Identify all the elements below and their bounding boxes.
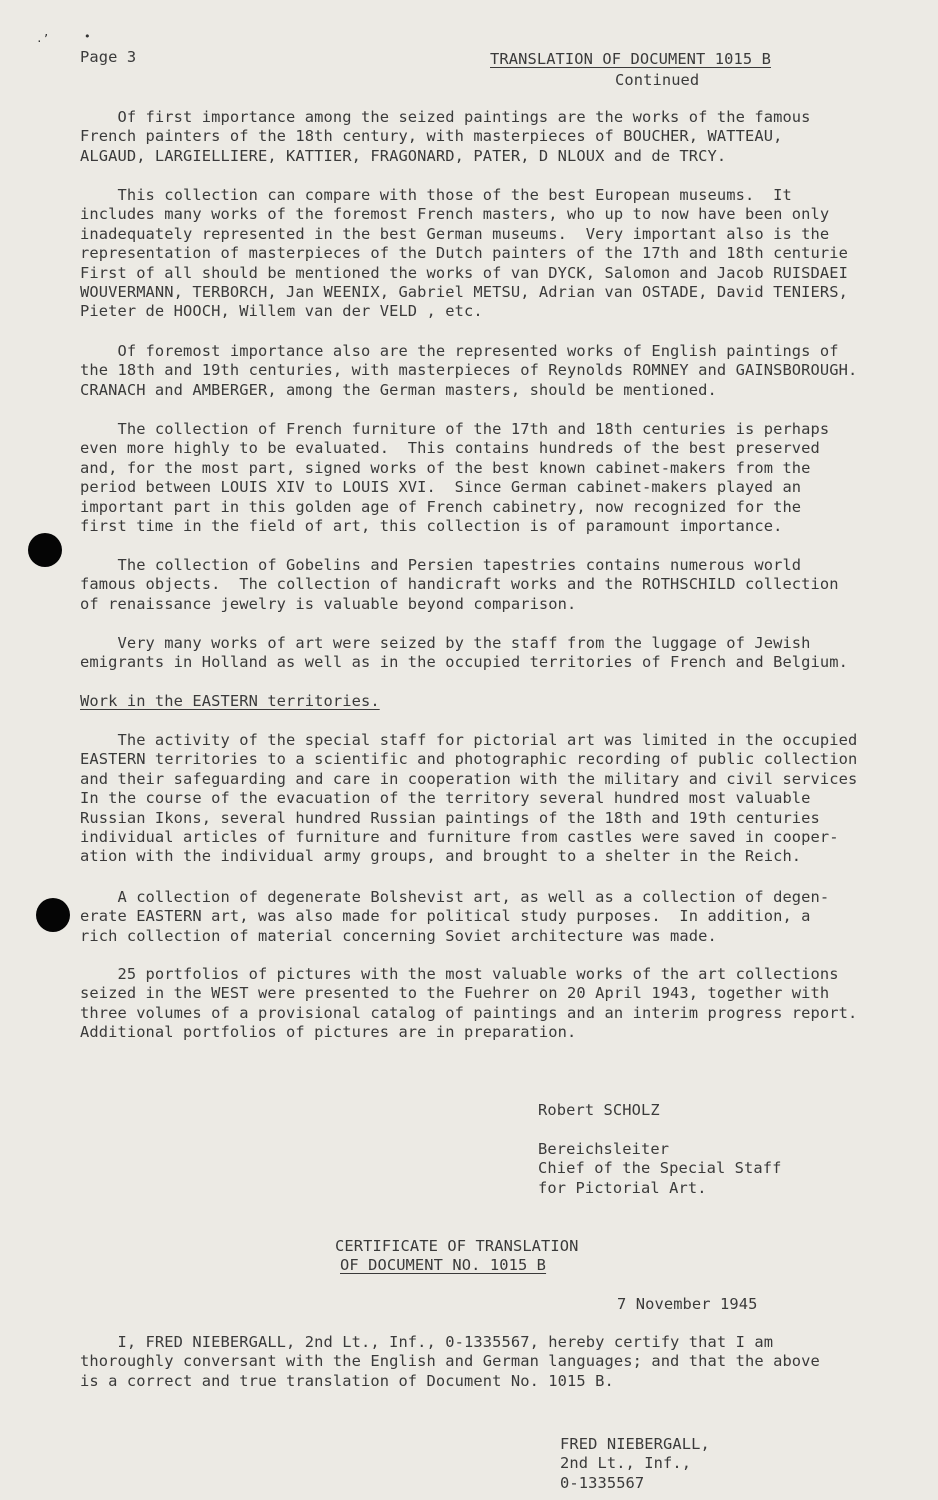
paragraph-tapestries: The collection of Gobelins and Persien tapestries contains numerous world famous objects. The collection of handicraft works and the ROTHSCHILD collection of renaissance jewelry is valuable beyond comparison. [80,556,839,613]
paragraph-french-furniture: The collection of French furniture of the 17th and 18th centuries is perhaps even more highly to be evaluated. This contains hundreds of the best preserved and, for the most part, signed works of the best known cabinet-makers from the period between LOUIS XIV to LOUIS XVI. Since German cabinet-makers played an important part in this golden age of French cabinetry, now recognized for the first time in the field of art, this collection is of paramount importance. [80,420,830,536]
corner-mark: .’ [36,32,50,45]
certificate-heading: CERTIFICATE OF TRANSLATION [335,1237,579,1255]
translator-signature: FRED NIEBERGALL, 2nd Lt., Inf., 0-1335567 [560,1435,710,1492]
paragraph-portfolios: 25 portfolios of pictures with the most valuable works of the art collections seized in the WEST were presented to the Fuehrer on 20 April 1943, together with three volumes of a provisional catalog of paintings and an interim progress report. Additional portfolios of pictures are in preparation. [80,965,858,1042]
punch-hole [36,898,70,932]
section-heading-eastern: Work in the EASTERN territories. [80,692,380,710]
certificate-document-number: OF DOCUMENT NO. 1015 B [340,1256,547,1274]
certificate-date: 7 November 1945 [617,1295,758,1313]
document-title: TRANSLATION OF DOCUMENT 1015 B [490,50,771,68]
paragraph-english-paintings: Of foremost importance also are the represented works of English paintings of the 18th and 19th centuries, with masterpieces of Reynolds ROMNEY and GAINSBOROUGH. CRANACH and AMBERGER, among the German masters, should be mentioned. [80,342,858,399]
paragraph-french-painters: Of first importance among the seized paintings are the works of the famous French painters of the 18th century, with masterpieces of BOUCHER, WATTEAU, ALGAUD, LARGIELLIERE, KATTIER, FRAGONARD, PATER, D NLOUX and de TRCY. [80,108,811,165]
punch-hole [28,533,62,567]
corner-mark: • [84,30,91,43]
paragraph-jewish-emigrants: Very many works of art were seized by the staff from the luggage of Jewish emigrants in Holland as well as in the occupied territories of French and Belgium. [80,634,849,672]
paragraph-eastern-activity: The activity of the special staff for pictorial art was limited in the occupied EASTERN territories to a scientific and photographic recording of public collection and their safeguarding and care in cooperation with the military and civil services In the course of the evacuation of the territory several hundred most valuable Russian Ikons, several hundred Russian paintings of the 18th and 19th centuries individual articles of furniture and furniture from castles were saved in cooper- ation with the individual army groups, and brought to a shelter in the Reich. [80,731,858,866]
paragraph-degenerate-art: A collection of degenerate Bolshevist art, as well as a collection of degen- erate EASTERN art, was also made for political study purposes. In addition, a rich collection of material concerning Soviet architecture was made. [80,888,830,945]
paragraph-collection-comparison: This collection can compare with those of the best European museums. It includes many works of the foremost French masters, who up to now have been only inadequately represented in the best German museums. Very important also is the representation of masterpieces of the Dutch painters of the 17th and 18th centurie First of all should be mentioned the works of van DYCK, Salomon and Jacob RUISDAEI WOUVERMANN, TERBORCH, Jan WEENIX, Gabriel METSU, Adrian van OSTADE, David TENIERS, Pieter de HOOCH, Willem van der VELD , etc. [80,186,849,321]
page-label: Page 3 [80,48,137,66]
certificate-body: I, FRED NIEBERGALL, 2nd Lt., Inf., 0-1335567, hereby certify that I am thoroughly conversant with the English and German languages; and that the above is a correct and true translation of Document No. 1015 B. [80,1333,820,1390]
signatory-title: Bereichsleiter Chief of the Special Staff for Pictorial Art. [538,1140,782,1197]
signatory-name: Robert SCHOLZ [538,1101,660,1119]
continued-label: Continued [615,71,700,89]
